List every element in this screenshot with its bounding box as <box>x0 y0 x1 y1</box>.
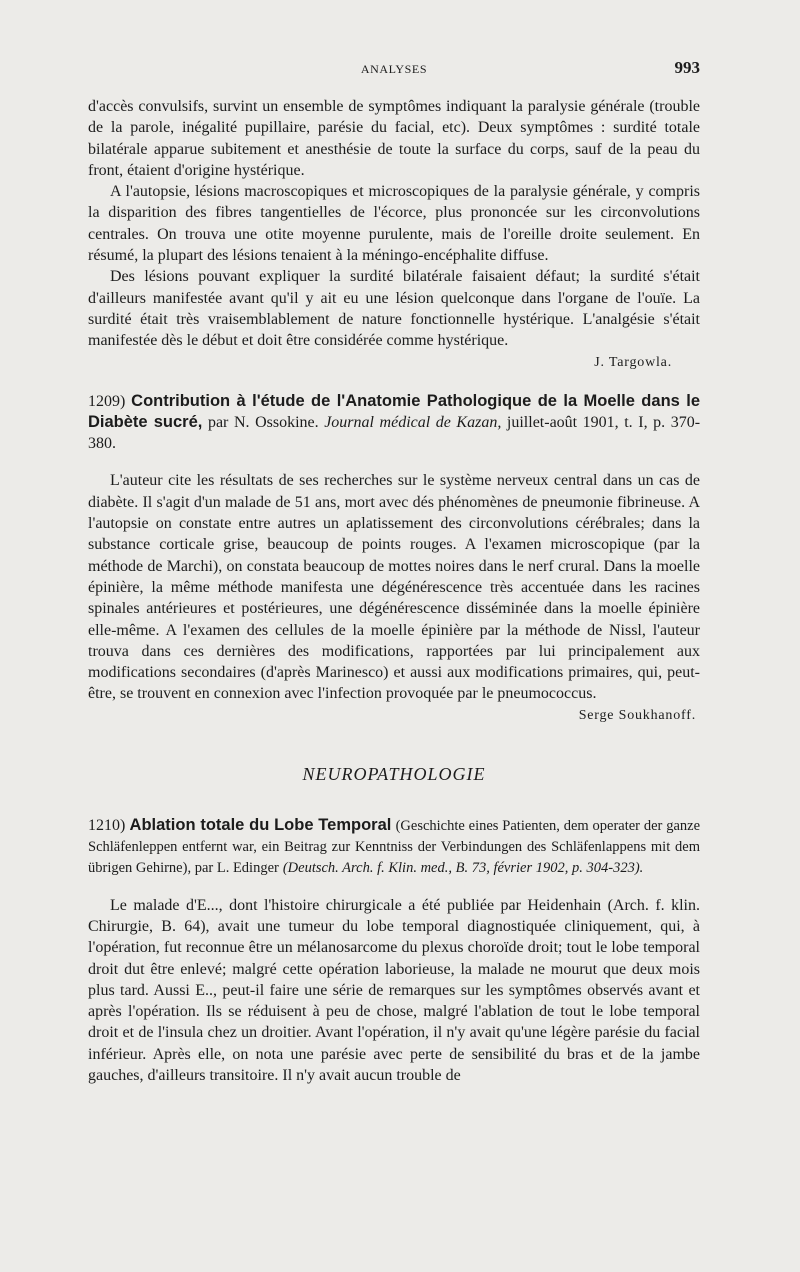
intro-paragraph-2: A l'autopsie, lésions macroscopiques et microscopiques de la paralysie générale, y compris la disparition des fibres tangentielles de l'écorce, plus prononcée sur les circonvolutions centrales. On trouva une otite moyenne purulente, mais de l'oreille droite seulement. En résumé, la plupart des lésions tenaient à la méningo-encéphalite diffuse. <box>88 183 700 265</box>
page-header <box>88 58 700 82</box>
signature-soukhanoff: Serge Soukhanoff. <box>578 707 696 723</box>
intro-paragraph-3: Des lésions pouvant expliquer la surdité bilatérale faisaient défaut; la surdité s'était d'ailleurs manifestée avant qu'il y ait eu une lésion quelconque dans l'organe de l'ouïe. La surdité était très vraisemblablement de nature fonctionnelle hystérique. L'analgésie s'était manifestée dès le début et doit être considérée comme hystérique. <box>88 268 700 350</box>
signature-targowla: J. Targowla. <box>594 354 672 370</box>
intro-paragraph-1: d'accès convulsifs, survint un ensemble de symptômes indiquant la paralysie générale (trouble de la parole, inégalité pupillaire, parésie du facial, etc). Deux symptômes : surdité totale bilatérale apparue subitement et anesthésie de toute la surface du corps, sauf de la peau du front, étaient d'origine hystérique. <box>88 98 700 179</box>
page-number: 993 <box>674 58 700 77</box>
entry-1209-byline: par N. Ossokine. <box>207 413 319 431</box>
entry-1209-title: Contribution à l'étude de l'Anatomie Pathologique de la Moelle dans le Diabète sucré, <box>88 391 700 431</box>
section-title: NEUROPATHOLOGIE <box>302 763 486 784</box>
entry-1210-number: 1210) <box>88 816 126 834</box>
entry-1209-journal: Journal médical de Kazan, <box>324 413 502 431</box>
entry-1210-body: Le malade d'E..., dont l'histoire chirurgicale a été publiée par Heidenhain (Arch. f. klin. Chirurgie, B. 64), avait une tumeur du lobe temporal diagnostiquée cliniquement, qui, à l'opération, fut reconnue être un mélanosarcome du plexus choroïde droit; tout le lobe temporal droit dut être enlevé; malgré cette opération laborieuse, la malade ne mourut que deux mois plus tard. Aussi E.., peut-il faire une série de remarques sur les symptômes observés avant et après l'opération. Ils se réduisent à peu de chose, malgré l'ablation de tout le lobe temporal droit et de l'insula chez un droitier. Avant l'opération, il n'y avait qu'une légère parésie du facial inférieur. Après elle, on nota une parésie avec perte de sensibilité du bras et de la jambe gauches, d'ailleurs transitoire. Il n'y avait aucun trouble de <box>88 896 700 1084</box>
entry-1210-citation: (Deutsch. Arch. f. Klin. med., B. 73, février 1902, p. 304-323). <box>282 860 644 877</box>
entry-1209-citation: juillet-août 1901, t. I, p. 370-380. <box>88 413 701 453</box>
entry-1210-heading <box>88 815 700 879</box>
running-head: ANALYSES <box>360 62 428 76</box>
entry-1210-title: Ablation totale du Lobe Temporal <box>129 815 392 834</box>
entry-1209-body: L'auteur cite les résultats de ses recherches sur le système nerveux central dans un cas de diabète. Il s'agit d'un malade de 51 ans, mort avec dés phénomènes de pneumonie fibrineuse. A l'autopsie on constate entre autres un aplatissement des circonvolutions cérébrales; dans la substance corticale grise, beaucoup de points rouges. A l'examen microscopique (par la méthode de Marchi), on constata beaucoup de mottes noires dans le nerf crural. Dans la moelle épinière, la même méthode manifesta une dégénérescence très accentuée dans les racines spinales antérieures et postérieures, une dégénérescence disséminée dans la moelle épinière elle-même. A l'examen des cellules de la moelle épinière par la méthode de Nissl, l'auteur trouva dans ces dernières des modifications, rapportées par lui principalement aux modifications secondaires (d'après Marinesco) et aussi aux modifications primaires, qui, peut-être, se trouvent en connexion avec l'infection provoquée par le pneumococcus. <box>88 472 700 703</box>
entry-1210-subtitle: (Geschichte eines Patienten, dem operater der ganze Schläfenleppen entfernt war, ein Beitrag zur Kenntniss der Verbindungen des Schläfenlappens mit dem übrigen Gehirne), par L. Edinger <box>88 817 701 877</box>
entry-1209-number: 1209) <box>88 392 126 410</box>
page-body <box>88 96 700 1086</box>
entry-1209-heading <box>88 391 700 455</box>
